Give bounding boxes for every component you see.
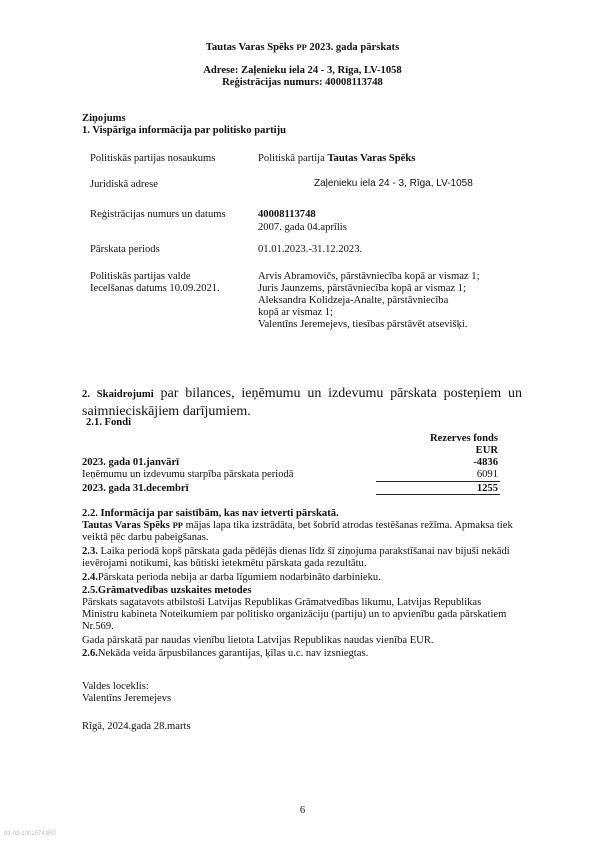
document-title: Tautas Varas Spēks PP 2023. gada pārskats xyxy=(205,42,400,53)
section22-paragraph: Tautas Varas Spēks PP mājas lapa tika izstrādāta, bet šobrīd atrodas testēšanas režīma. Apmaksa tiek xyxy=(82,520,513,531)
section25-line: Pārskats sagatavots atbilstoši Latvijas Republikas Grāmatvedības likumu, Latvijas Republikas xyxy=(82,597,482,608)
scan-stamp: 42-03-10015743R0 xyxy=(4,831,56,837)
page-number: 6 xyxy=(299,805,306,816)
fondi-row-value: 6091 xyxy=(476,469,498,480)
fondi-row-label: Ieņēmumu un izdevumu starpība pārskata periodā xyxy=(82,469,294,480)
board-member: Juris Jaunzems, pārstāvniecība kopā ar vismaz 1; xyxy=(258,283,466,294)
fondi-row-value: -4836 xyxy=(473,457,498,468)
info-value-regdate: 2007. gada 04.aprīlis xyxy=(258,222,347,233)
info-label-name: Politiskās partijas nosaukums xyxy=(90,153,216,164)
header-address: Adrese: Zaļenieku iela 24 - 3, Rīga, LV-1058 xyxy=(203,65,402,76)
section23-paragraph: 2.3. Laika periodā kopš pārskata gada pēdējās dienas līdz šī ziņojuma parakstīšanai nav bijuši nekādi xyxy=(82,546,510,557)
board-member-label: Valdes loceklis: xyxy=(82,681,149,692)
fondi-title: 2.1. Fondi xyxy=(86,417,132,428)
section2-heading: 2. Skaidrojumi par bilances, ieņēmumu un izdevumu pārskata posteņiem un xyxy=(82,386,523,401)
fondi-total-line xyxy=(376,494,500,495)
board-member: kopā ar vismaz 1; xyxy=(258,307,334,318)
fondi-col-unit: EUR xyxy=(475,445,498,456)
info-label-period: Pārskata periods xyxy=(90,244,160,255)
info-label-regnum: Reģistrācijas numurs un datums xyxy=(90,209,226,220)
info-value-regnum: 40008113748 xyxy=(258,209,316,220)
info-value-address: Zaļenieku iela 24 - 3, Rīga, LV-1058 xyxy=(314,178,473,189)
section26-paragraph: 2.6.Nekāda veida ārpusbilances garantijas, ķīlas u.c. nav izsniegtas. xyxy=(82,648,369,659)
board-member: Aleksandra Kolidzeja-Analte, pārstāvniecība xyxy=(258,295,449,306)
info-value-name: Politiskā partija Tautas Varas Spēks xyxy=(258,153,416,164)
info-value-period: 01.01.2023.-31.12.2023. xyxy=(258,244,363,255)
section2-heading-line2: saimnieciskājiem darījumiem. xyxy=(82,404,251,419)
section25-line: Ministru kabineta Noteikumiem par politisko organizāciju (partiju) un to apvienību gada pārskatiem xyxy=(82,609,507,620)
section25-line: Gada pārskatā par naudas vienību lietota Latvijas Republikas naudas vienība EUR. xyxy=(82,635,434,646)
info-label-address: Juridiskā adrese xyxy=(90,179,158,190)
board-member: Valentīns Jeremejevs, tiesības pārstāvēt atsevišķi. xyxy=(258,319,468,330)
fondi-row-label: 2023. gada 01.janvārī xyxy=(82,457,180,468)
section25-line: Nr.569. xyxy=(82,621,114,632)
report-heading: Ziņojums xyxy=(82,113,126,124)
section22-title: 2.2. Informācija par saistībām, kas nav ietverti pārskatā. xyxy=(82,508,339,519)
section1-title: 1. Vispārīga informācija par politisko partiju xyxy=(82,125,287,136)
info-label-board: Politiskās partijas valde xyxy=(90,271,191,282)
header-regnum: Reģistrācijas numurs: 40008113748 xyxy=(222,77,383,88)
info-label-board-date: Iecelšanas datums 10.09.2021. xyxy=(90,283,220,294)
place-date: Rīgā, 2024.gada 28.marts xyxy=(82,721,191,732)
board-member-name: Valentīns Jeremejevs xyxy=(82,693,172,704)
section24-paragraph: 2.4.Pārskata perioda nebija ar darba līgumiem nodarbināto darbinieku. xyxy=(82,572,381,583)
fondi-row-value: 1255 xyxy=(476,483,498,494)
section23-paragraph-cont: ievērojami notikumi, kas būtiski ietekmētu pārskata gada rezultātu. xyxy=(82,558,367,569)
fondi-col-header: Rezerves fonds xyxy=(430,433,498,444)
fondi-row-label: 2023. gada 31.decembrī xyxy=(82,483,189,494)
section25-title: 2.5.Grāmatvedības uzskaites metodes xyxy=(82,585,252,596)
board-member: Arvis Abramovičs, pārstāvniecība kopā ar vismaz 1; xyxy=(258,271,480,282)
section22-paragraph-cont: veiktā pēc darbu pabeigšanas. xyxy=(82,532,209,543)
